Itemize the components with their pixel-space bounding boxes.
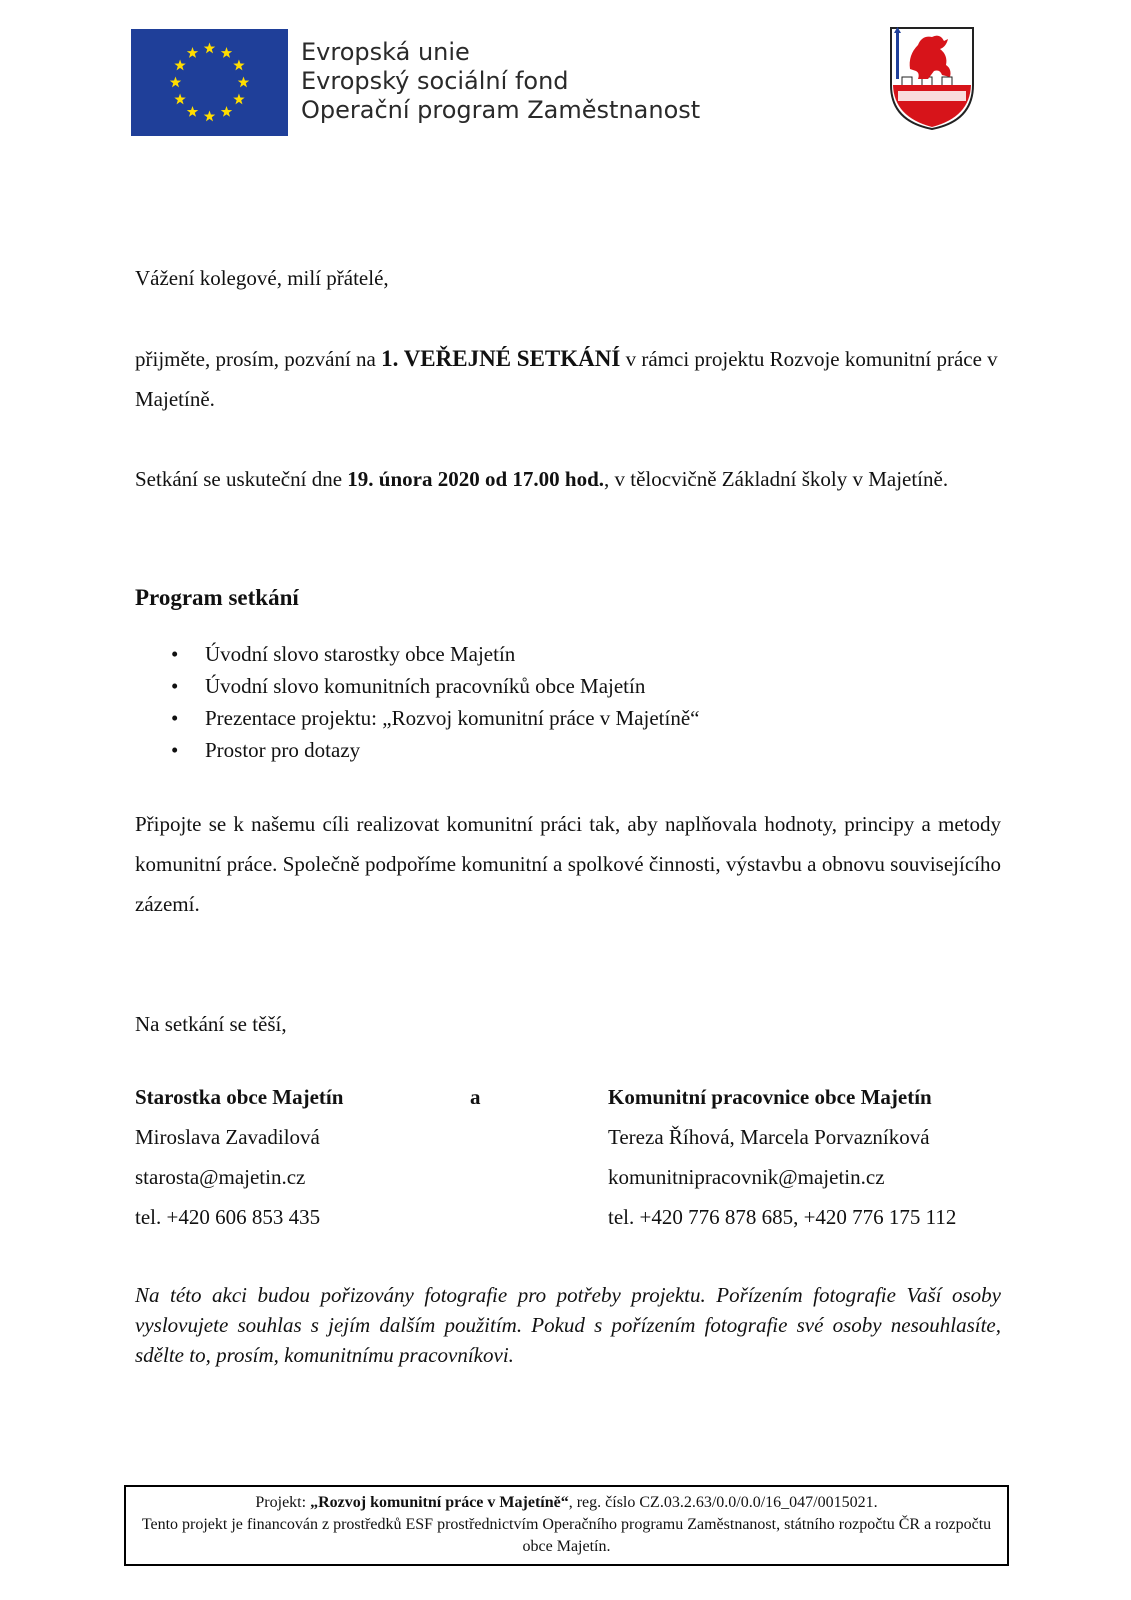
invite-prefix: přijměte, prosím, pozvání na [135, 347, 382, 371]
signature-title: Starostka obce Majetín [135, 1085, 344, 1109]
signature-phone: tel. +420 776 878 685, +420 776 175 112 [608, 1205, 957, 1229]
meeting-date-paragraph [135, 459, 1001, 499]
program-list [135, 638, 699, 766]
signature-community-workers [608, 1077, 956, 1237]
eu-star-icon [221, 47, 232, 58]
eu-star-icon [174, 94, 185, 105]
eu-line-1: Evropská unie [301, 38, 470, 66]
signature-conjunction: a [470, 1085, 481, 1109]
signature-phone: tel. +420 606 853 435 [135, 1205, 321, 1229]
photo-consent-note: Na této akci budou pořizovány fotografie pro potřeby projektu. Pořízením fotografie Vaší osoby vyslovujete souhlas s jejím dalším použitím. Pokud s pořízením fotografie své osoby nesouhlasíte, sdělte to, prosím, komunitnímu pracovníkovi. [135, 1283, 1001, 1367]
join-paragraph: Připojte se k našemu cíli realizovat komunitní práci tak, aby naplňovala hodnoty, principy a metody komunitní práce. Společně podpoříme komunitní a spolkové činnosti, výstavbu a obnovu souvisejícího zázemí. [135, 812, 1001, 916]
eu-program-text [301, 38, 700, 125]
signature-mayor [135, 1077, 343, 1237]
project-footer [124, 1485, 1009, 1566]
eu-star-icon [204, 43, 215, 54]
eu-star-icon [221, 106, 232, 117]
eu-flag-icon [131, 29, 288, 136]
footer-prefix: Projekt: [255, 1494, 311, 1511]
program-item: • Prostor pro dotazy [135, 734, 699, 766]
invite-suffix: v rámci projektu Rozvoje komunitní práce v Majetíně. [135, 347, 998, 411]
program-heading: Program setkání [135, 585, 299, 610]
eu-star-icon [187, 47, 198, 58]
coat-of-arms-icon [888, 25, 976, 131]
eu-star-icon [187, 106, 198, 117]
eu-star-icon [170, 77, 181, 88]
signature-name: Tereza Říhová, Marcela Porvazníková [608, 1125, 930, 1149]
program-item: • Úvodní slovo komunitních pracovníků obce Majetín [135, 670, 699, 702]
signature-email: starosta@majetin.cz [135, 1165, 306, 1189]
meeting-name: 1. VEŘEJNÉ SETKÁNÍ [381, 346, 621, 371]
greeting: Vážení kolegové, milí přátelé, [135, 266, 389, 290]
eu-star-icon [233, 94, 244, 105]
eu-star-icon [238, 77, 249, 88]
signature-email: komunitnipracovnik@majetin.cz [608, 1165, 885, 1189]
eu-line-3: Operační program Zaměstnanost [301, 96, 701, 124]
eu-line-2: Evropský sociální fond [301, 67, 569, 95]
when-suffix: , v tělocvičně Základní školy v Majetíně. [604, 467, 949, 491]
footer-registration: , reg. číslo CZ.03.2.63/0.0/0.0/16_047/0015021. [568, 1494, 878, 1511]
eu-star-icon [174, 60, 185, 71]
footer-project-name: „Rozvoj komunitní práce v Majetíně“ [310, 1494, 569, 1511]
meeting-datetime: 19. února 2020 od 17.00 hod. [347, 467, 605, 491]
footer-line-1 [126, 1492, 1007, 1514]
footer-line-2: Tento projekt je financován z prostředků ESF prostřednictvím Operačního programu Zaměstnanost, státního rozpočtu ČR a rozpočtu obce Majetín. [141, 1516, 992, 1555]
signature-title: Komunitní pracovnice obce Majetín [608, 1085, 932, 1109]
program-item: • Prezentace projektu: „Rozvoj komunitní práce v Majetíně“ [135, 702, 699, 734]
eu-star-icon [233, 60, 244, 71]
when-prefix: Setkání se uskuteční dne [135, 467, 348, 491]
closing: Na setkání se těší, [135, 1012, 287, 1036]
invitation-paragraph [135, 339, 1001, 419]
eu-star-icon [204, 111, 215, 122]
program-item: • Úvodní slovo starostky obce Majetín [135, 638, 699, 670]
signature-name: Miroslava Zavadilová [135, 1125, 320, 1149]
